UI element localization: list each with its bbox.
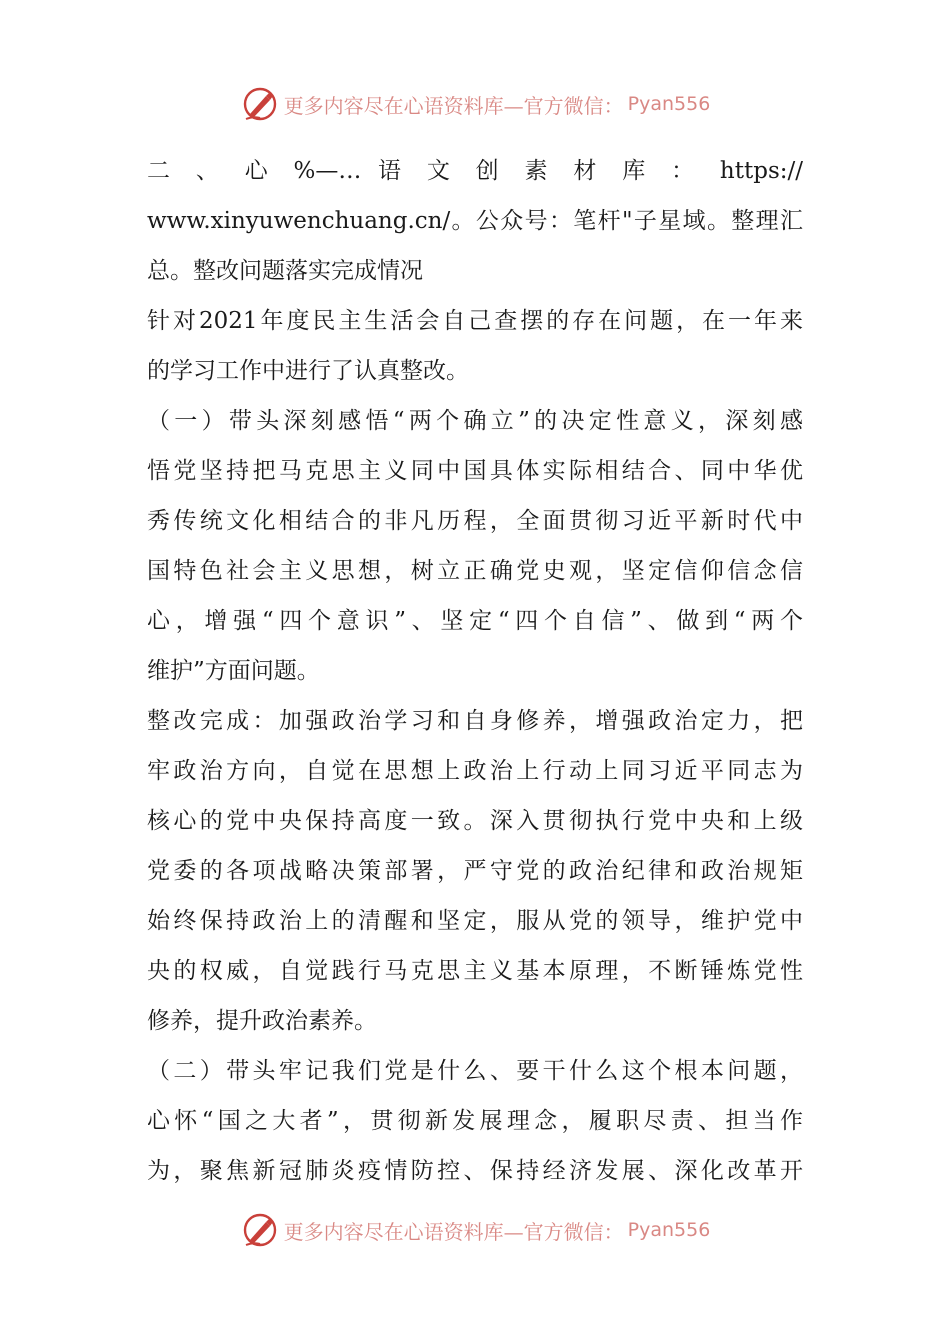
text-line: 修养，提升政治素养。 [147,1008,377,1034]
text-line: 悟党坚持把马克思主义同中国具体实际相结合、同中华优 [147,458,803,484]
watermark-wechat-id: Pyan556 [627,1219,711,1241]
watermark-header [0,82,950,126]
text-line: 央的权威，自觉践行马克思主义基本原理，不断锤炼党性 [147,958,803,984]
section-title: 总。整改问题落实完成情况 [147,258,423,284]
watermark-footer [0,1208,950,1252]
text-line: （一）带头深刻感悟“两个确立”的决定性意义，深刻感 [147,408,803,434]
watermark-text: 更多内容尽在心语资料库—官方微信： [283,93,624,118]
pen-logo-icon [240,84,280,124]
text-line: 为，聚焦新冠肺炎疫情防控、保持经济发展、深化改革开 [147,1158,803,1184]
document-body [147,146,803,1196]
text-line: 秀传统文化相结合的非凡历程，全面贯彻习近平新时代中 [147,508,803,534]
text-line: 心怀“国之大者”，贯彻新发展理念，履职尽责、担当作 [147,1108,803,1134]
text-line: 的学习工作中进行了认真整改。 [147,358,469,384]
text-line: 始终保持政治上的清醒和坚定，服从党的领导，维护党中 [147,908,803,934]
text-line: 国特色社会主义思想，树立正确党史观，坚定信仰信念信 [147,558,803,584]
text-line: 党委的各项战略决策部署，严守党的政治纪律和政治规矩 [147,858,803,884]
text-line: 心，增强“四个意识”、坚定“四个自信”、做到“两个 [147,608,803,634]
text-line: www.xinyuwenchuang.cn/。公众号：笔杆"子星域。整理汇 [147,208,803,234]
text-line: 核心的党中央保持高度一致。深入贯彻执行党中央和上级 [147,808,803,834]
text-line: 维护”方面问题。 [147,658,320,684]
pen-logo-icon [240,1210,280,1250]
text-line: 整改完成：加强政治学习和自身修养，增强政治定力，把 [147,708,803,734]
text-line: 针对2021年度民主生活会自己查摆的存在问题，在一年来 [147,308,803,334]
watermark-wechat-id: Pyan556 [627,93,711,115]
text-line: 牢政治方向，自觉在思想上政治上行动上同习近平同志为 [147,758,803,784]
watermark-text: 更多内容尽在心语资料库—官方微信： [283,1219,624,1244]
text-line: （二）带头牢记我们党是什么、要干什么这个根本问题， [147,1058,803,1084]
text-line: 二 、 心 %—… 语 文 创 素 材 库 ： https:// [147,158,803,184]
